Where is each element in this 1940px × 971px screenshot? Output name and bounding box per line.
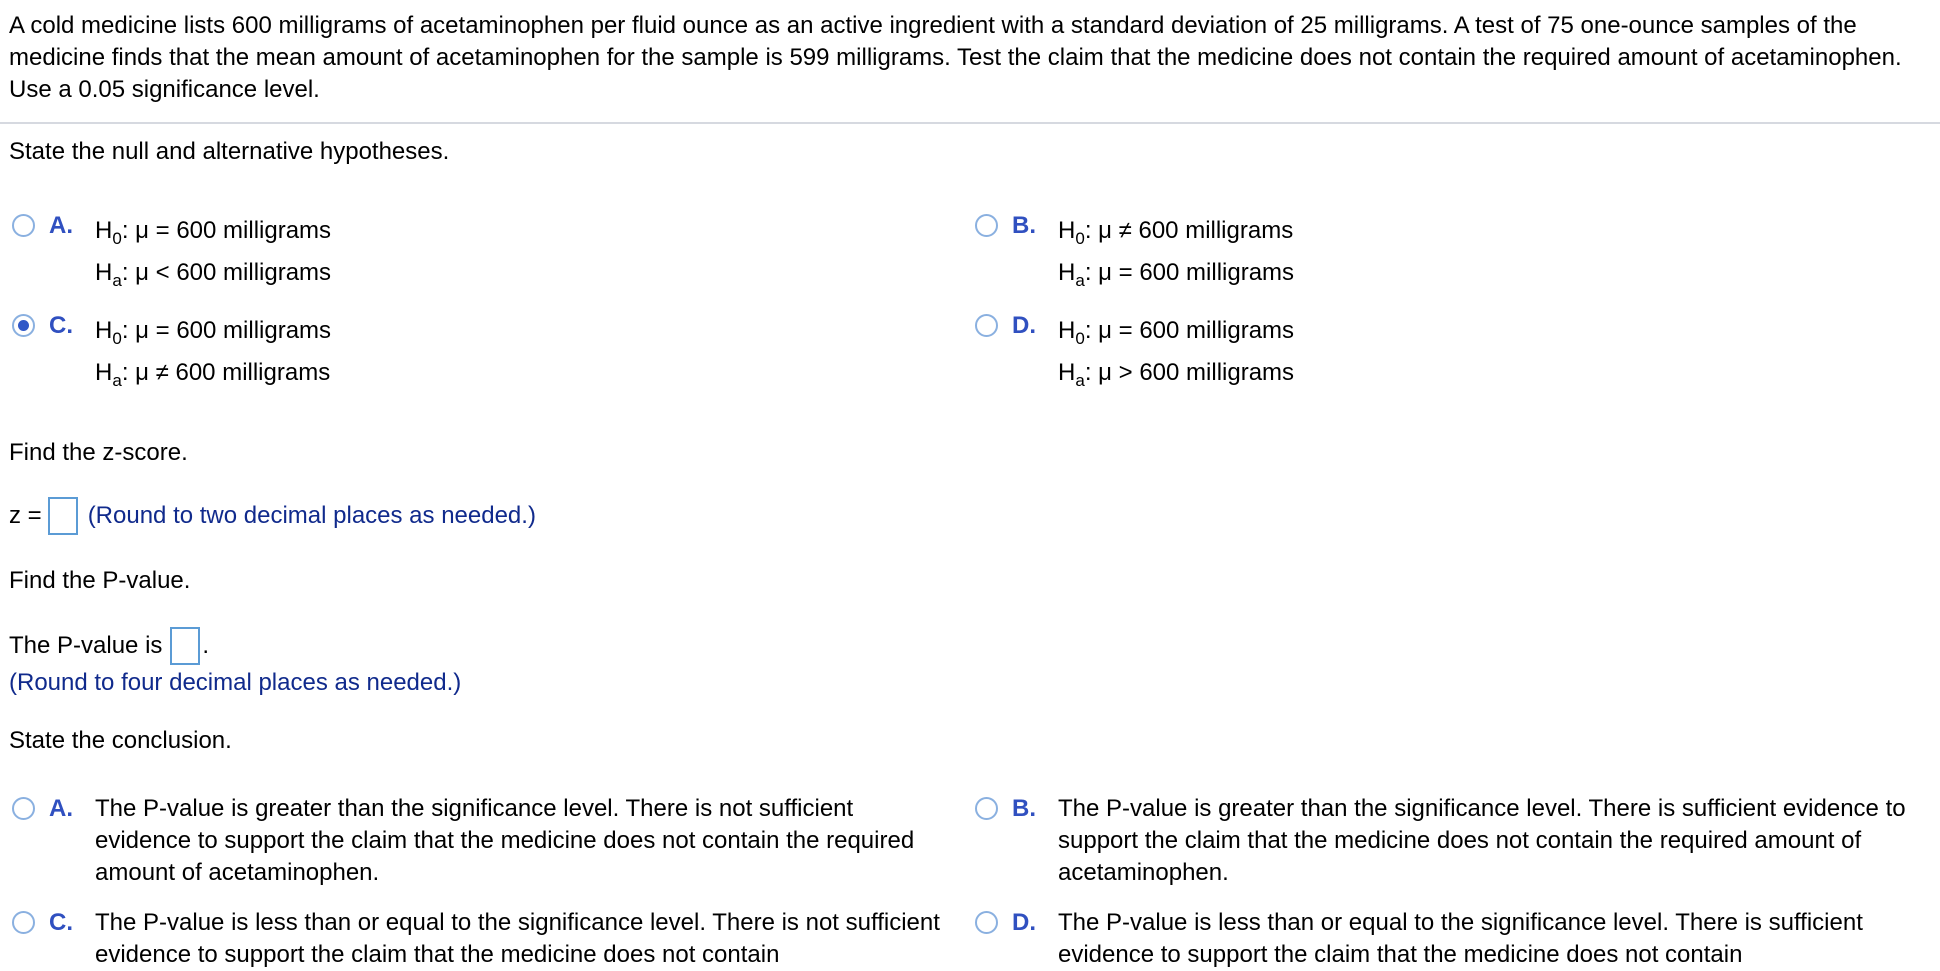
z-score-prompt: Find the z-score. <box>9 439 188 466</box>
radio-button[interactable] <box>975 797 998 820</box>
radio-button[interactable] <box>975 214 998 237</box>
conclusion-option-d[interactable] <box>975 907 1918 971</box>
z-score-hint: (Round to two decimal places as needed.) <box>87 502 536 529</box>
conclusion-option-a[interactable] <box>12 793 955 889</box>
conclusion-option-c[interactable] <box>12 907 955 971</box>
radio-button[interactable] <box>12 214 35 237</box>
p-value-hint: (Round to four decimal places as needed.) <box>9 669 462 696</box>
option-letter: A. <box>49 212 73 239</box>
radio-button[interactable] <box>12 797 35 820</box>
p-value-input[interactable] <box>170 627 200 665</box>
problem-statement: A cold medicine lists 600 milligrams of acetaminophen per fluid ounce as an active ingredient with a standard deviation of 25 milligrams. A test of 75 one-ounce samples of the medicine finds that the mean amount of acetaminophen for the sample is 599 milligrams. Test the claim that the medicine does not contain the required amount of acetaminophen. Use a 0.05 significance level. <box>9 12 1902 103</box>
alternative-hypothesis: $H_a$: μ > 600 milligrams <box>1058 359 1295 390</box>
radio-button-selected[interactable] <box>12 314 35 337</box>
option-letter: C. <box>49 909 73 936</box>
option-letter: B. <box>1012 212 1036 239</box>
conclusion-text: The P-value is less than or equal to the significance level. There is not sufficient evidence to support the claim that the medicine does not contain <box>95 909 940 968</box>
radio-button[interactable] <box>975 911 998 934</box>
z-score-row <box>9 497 536 535</box>
null-hypothesis: $H_0$: μ = 600 milligrams <box>1058 317 1295 348</box>
p-value-row <box>9 627 209 665</box>
option-letter: C. <box>49 312 73 339</box>
null-hypothesis: $H_0$: μ = 600 milligrams <box>95 217 332 248</box>
hypothesis-option-d[interactable] <box>975 310 1294 394</box>
conclusion-text: The P-value is less than or equal to the significance level. There is sufficient evidence to support the claim that the medicine does not contain <box>1058 909 1863 968</box>
hypothesis-option-b[interactable] <box>975 210 1294 294</box>
z-label: z = <box>9 502 42 529</box>
option-letter: D. <box>1012 312 1036 339</box>
conclusion-option-b[interactable] <box>975 793 1918 889</box>
p-value-period: . <box>202 632 210 659</box>
conclusion-text: The P-value is greater than the significance level. There is not sufficient evidence to support the claim that the medicine does not contain the required amount of acetaminophen. <box>95 795 915 886</box>
p-value-label: The P-value is <box>9 632 163 659</box>
option-letter: B. <box>1012 795 1036 822</box>
hypotheses-prompt: State the null and alternative hypotheses. <box>9 138 450 165</box>
conclusion-prompt: State the conclusion. <box>9 727 232 754</box>
alternative-hypothesis: $H_a$: μ < 600 milligrams <box>95 259 332 290</box>
option-letter: D. <box>1012 909 1036 936</box>
hypothesis-option-c[interactable] <box>12 310 331 394</box>
conclusion-text: The P-value is greater than the significance level. There is sufficient evidence to support the claim that the medicine does not contain the required amount of acetaminophen. <box>1058 795 1906 886</box>
p-value-prompt: Find the P-value. <box>9 567 191 594</box>
radio-button[interactable] <box>12 911 35 934</box>
hypothesis-option-a[interactable] <box>12 210 331 294</box>
z-score-input[interactable] <box>48 497 78 535</box>
null-hypothesis: $H_0$: μ ≠ 600 milligrams <box>1058 217 1294 248</box>
null-hypothesis: $H_0$: μ = 600 milligrams <box>95 317 332 348</box>
divider <box>0 122 1940 124</box>
radio-button[interactable] <box>975 314 998 337</box>
option-letter: A. <box>49 795 73 822</box>
alternative-hypothesis: $H_a$: μ = 600 milligrams <box>1058 259 1295 290</box>
alternative-hypothesis: $H_a$: μ ≠ 600 milligrams <box>95 359 331 390</box>
